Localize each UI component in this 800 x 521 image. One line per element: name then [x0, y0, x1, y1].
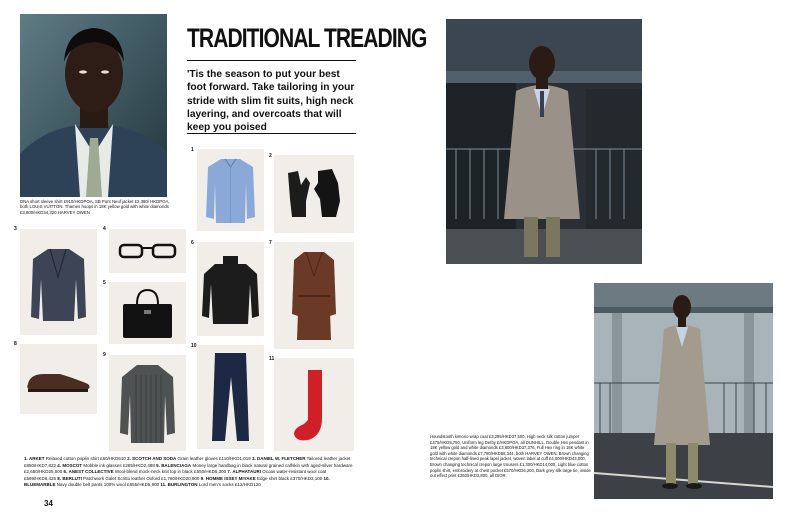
credit-item: 8. BERLUTI Patchwork Galet Scritto leather Oxford £1,760/HKD20,900	[57, 475, 200, 481]
credit-item: 9. HOMME ISSEY MIYAKE Edge shirt black £370/HKD3,100	[200, 475, 323, 481]
navy-trousers-icon	[197, 345, 264, 449]
product-tile	[109, 229, 186, 273]
product-tile	[274, 358, 354, 451]
portrait-photo	[20, 14, 167, 197]
black-handbag-icon	[109, 282, 186, 344]
product-credits	[24, 456, 357, 489]
product-tile	[20, 344, 97, 414]
grey-blazer-icon	[20, 229, 97, 335]
product-number: 6	[191, 240, 194, 246]
product-number: 11	[269, 356, 275, 362]
product-tile	[197, 345, 264, 449]
brown-oxford-shoe-icon	[20, 344, 97, 414]
black-leather-gloves-icon	[274, 155, 354, 233]
product-tile	[197, 149, 264, 231]
page-title: TRADITIONAL TREADING	[187, 23, 427, 53]
product-tile	[109, 355, 186, 451]
black-glasses-icon	[109, 229, 186, 273]
red-socks-icon	[274, 358, 354, 451]
page-number: 34	[44, 499, 53, 508]
credit-item: 10. BLUEMARBLE Navy double belt pants 100% wool £655/HKD5,900	[24, 475, 330, 488]
product-number: 3	[14, 226, 17, 232]
product-number: 4	[103, 226, 106, 232]
credit-item: 11. BURLINGTON Lord men's socks £12/HKD120	[160, 482, 261, 488]
standfirst: 'Tis the season to put your best foot forward. Take tailoring in your stride with slim fit suits, high neck layering, and overcoats that will keep you poised	[187, 69, 355, 134]
product-tile	[274, 242, 354, 349]
credit-item: 3. DANIEL W. FLETCHER Tailored leather jacket £850/HKD7,822	[24, 456, 351, 468]
model-photo-street	[446, 19, 642, 264]
credit-item: 2. SCOTCH AND SODA Grain leather gloves £110/HKD1,019	[127, 456, 251, 461]
product-number: 7	[269, 240, 272, 246]
product-number: 1	[191, 147, 194, 153]
product-tile	[20, 229, 97, 335]
title-rule	[187, 60, 356, 61]
brown-overcoat-icon	[274, 242, 354, 349]
portrait-caption: DNA short sleeve shirt £910/HKDPOA, SB Pont Neuf jacket £2,380/ HKDPOA, both LOUIS VUITTON. Thames hoops in 18K yellow gold with white diamonds £3,800/HKD34,320 HARVEY OWEN	[20, 199, 170, 215]
look-caption: Houndstooth kimono wrap coat £3,295/HKD37,500, High neck silk cotton jumper £475/HKD5,750, Uniform leg Derby £/HKDPOA, all DUNHILL. Double Hex pendant in 18K yellow gold and white diamonds £3,600/HKD37,376, Full Hex ring in 18K white gold with white diamonds £7,780/HKD68,344, both HARVEY OWEN. Brown changing technical crepon half-lined peak lapel jacket, woven label at cuff £4,000/HKD43,000, Brown changing technical crepon large trousers £1,300/HKD14,000, Light blue cotton poplin shirt, embroidery at chest pocket £570/HKD6,200, Dark grey silk large tie, inside out effect print £260/HKD2,800, all DIOR	[430, 434, 591, 479]
product-number: 5	[103, 280, 106, 286]
blue-oxford-shirt-icon	[197, 149, 264, 231]
product-number: 10	[191, 343, 197, 349]
credit-item: 1. ARKET Relaxed cotton poplin shirt £60/HKD610	[24, 456, 126, 461]
credit-item: 6. ANEST COLLECTIVE Wool-blend mock-neck knit top in black £550/HKD5,300	[63, 469, 227, 475]
product-tile	[109, 282, 186, 344]
product-number: 9	[103, 352, 106, 358]
black-rollneck-knit-icon	[197, 242, 264, 336]
credit-item: 5. BALENCIAGA Money large handbag in black natural grained calfskin with aged-silver hardware £2,650/HKD25,500	[24, 462, 353, 475]
credit-item: 7. ALPHATAURI Ocoas water-resistant wool coat £599/HKD6,425	[24, 469, 327, 481]
credit-item: 4. MOSCOT Mobble ink glasses £285/HKD2,488	[57, 462, 155, 468]
product-number: 8	[14, 341, 17, 347]
product-tile	[197, 242, 264, 336]
grey-pleated-shirt-icon	[109, 355, 186, 451]
product-tile	[274, 155, 354, 233]
product-number: 2	[269, 153, 272, 159]
model-photo-overpass	[594, 283, 773, 499]
standfirst-rule	[187, 133, 356, 134]
